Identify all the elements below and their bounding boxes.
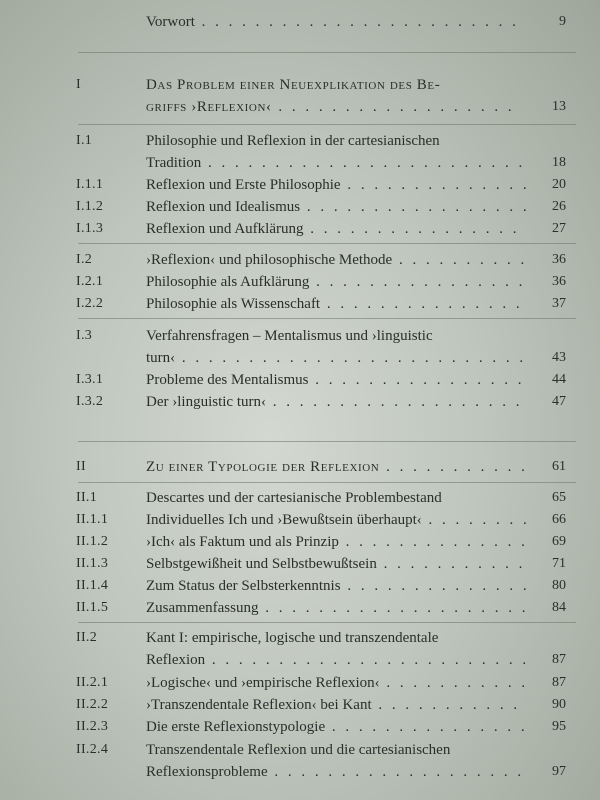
toc-page-number: 43	[552, 350, 566, 365]
toc-number: I.3.1	[76, 372, 104, 387]
divider	[78, 482, 576, 483]
toc-number: II.1.3	[76, 556, 109, 571]
divider	[78, 318, 576, 319]
toc-page-number: 13	[552, 99, 566, 114]
toc-number: I.3.2	[76, 394, 104, 409]
toc-number: I.2.1	[76, 274, 104, 289]
toc-title-line2: turn‹ . . .	[146, 347, 531, 369]
toc-page-number: 47	[552, 394, 566, 409]
toc-title-line1: Das Problem einer Neuexplikation des Be-	[146, 77, 441, 93]
toc-title-line1: Philosophie und Reflexion in der cartesianischen	[146, 133, 440, 149]
toc-title: Individuelles Ich und ›Bewußtsein überhaupt‹ . . .	[146, 509, 531, 531]
toc-title: Zusammenfassung . . .	[146, 597, 526, 619]
toc-page-number: 61	[552, 459, 566, 474]
toc-page-number: 18	[552, 155, 566, 170]
toc-number: II.1.4	[76, 578, 109, 593]
divider	[78, 124, 576, 125]
toc-title: Philosophie als Aufklärung . . .	[146, 271, 526, 293]
divider	[78, 52, 576, 53]
toc-title: Probleme des Mentalismus . . .	[146, 369, 526, 391]
toc-number: II.2.1	[76, 675, 109, 690]
toc-number: II.1.2	[76, 534, 109, 549]
toc-number: I.3	[76, 328, 93, 343]
toc-title-line1: Kant I: empirische, logische und transzendentale	[146, 630, 439, 646]
divider	[78, 622, 576, 623]
toc-title: Die erste Reflexionstypologie . . .	[146, 716, 526, 738]
toc-title: Selbstgewißheit und Selbstbewußtsein . . .	[146, 553, 526, 575]
toc-page-number: 87	[552, 652, 566, 667]
toc-number: I.1.2	[76, 199, 104, 214]
toc-title-line2: Reflexionsprobleme . . .	[146, 761, 531, 783]
toc-number: I.2	[76, 252, 93, 267]
toc-title-line1: Verfahrensfragen – Mentalismus und ›linguistic	[146, 328, 433, 344]
toc-title: Vorwort . . .	[146, 11, 526, 33]
divider	[78, 441, 576, 442]
toc-title: Descartes und der cartesianische Problembestand	[146, 490, 442, 506]
toc-title: ›Transzendentale Reflexion‹ bei Kant . . .	[146, 694, 526, 716]
toc-page-number: 69	[552, 534, 566, 549]
toc-page-number: 27	[552, 221, 566, 236]
toc-page-number: 36	[552, 252, 566, 267]
toc-number: I	[76, 77, 81, 92]
toc-number: II.1.1	[76, 512, 109, 527]
toc-page-number: 97	[552, 764, 566, 779]
toc-number: I.2.2	[76, 296, 104, 311]
toc-number: II.1	[76, 490, 98, 505]
toc-title: Der ›linguistic turn‹ . . .	[146, 391, 526, 413]
toc-page-number: 95	[552, 719, 566, 734]
divider	[78, 243, 576, 244]
toc-page-number: 9	[559, 14, 566, 29]
toc-title: ›Logische‹ und ›empirische Reflexion‹ . . .	[146, 672, 526, 694]
toc-page-number: 84	[552, 600, 566, 615]
toc-page-number: 26	[552, 199, 566, 214]
toc-title: Zu einer Typologie der Reflexion . . .	[146, 456, 526, 478]
toc-number: II.2	[76, 630, 98, 645]
toc-page-number: 44	[552, 372, 566, 387]
toc-title-line2: Tradition . . .	[146, 152, 531, 174]
toc-number: II.2.2	[76, 697, 109, 712]
toc-number: II.2.3	[76, 719, 109, 734]
toc-title-line1: Transzendentale Reflexion und die cartesianischen	[146, 742, 451, 758]
toc-page-number: 71	[552, 556, 566, 571]
toc-title: Philosophie als Wissenschaft . . .	[146, 293, 526, 315]
toc-title: ›Ich‹ als Faktum und als Prinzip . . .	[146, 531, 526, 553]
toc-title: Reflexion und Aufklärung . . .	[146, 218, 526, 240]
toc-number: I.1	[76, 133, 93, 148]
toc-number: II.1.5	[76, 600, 109, 615]
toc-page-number: 66	[552, 512, 566, 527]
toc-title: Reflexion und Erste Philosophie . . .	[146, 174, 526, 196]
toc-title-line2: griffs ›Reflexion‹ . . .	[146, 96, 521, 118]
toc-page-number: 80	[552, 578, 566, 593]
toc-number: I.1.1	[76, 177, 104, 192]
toc-number: I.1.3	[76, 221, 104, 236]
toc-page-number: 36	[552, 274, 566, 289]
toc-title: ›Reflexion‹ und philosophische Methode . . .	[146, 249, 526, 271]
toc-number: II.2.4	[76, 742, 109, 757]
toc-page-number: 37	[552, 296, 566, 311]
toc-number: II	[76, 459, 86, 474]
toc-page-number: 20	[552, 177, 566, 192]
toc-page-number: 90	[552, 697, 566, 712]
toc-title: Reflexion und Idealismus . . .	[146, 196, 526, 218]
toc-title-line2: Reflexion . . .	[146, 649, 531, 671]
toc-page-number: 87	[552, 675, 566, 690]
toc-page-number: 65	[552, 490, 566, 505]
toc-title: Zum Status der Selbsterkenntnis . . .	[146, 575, 526, 597]
